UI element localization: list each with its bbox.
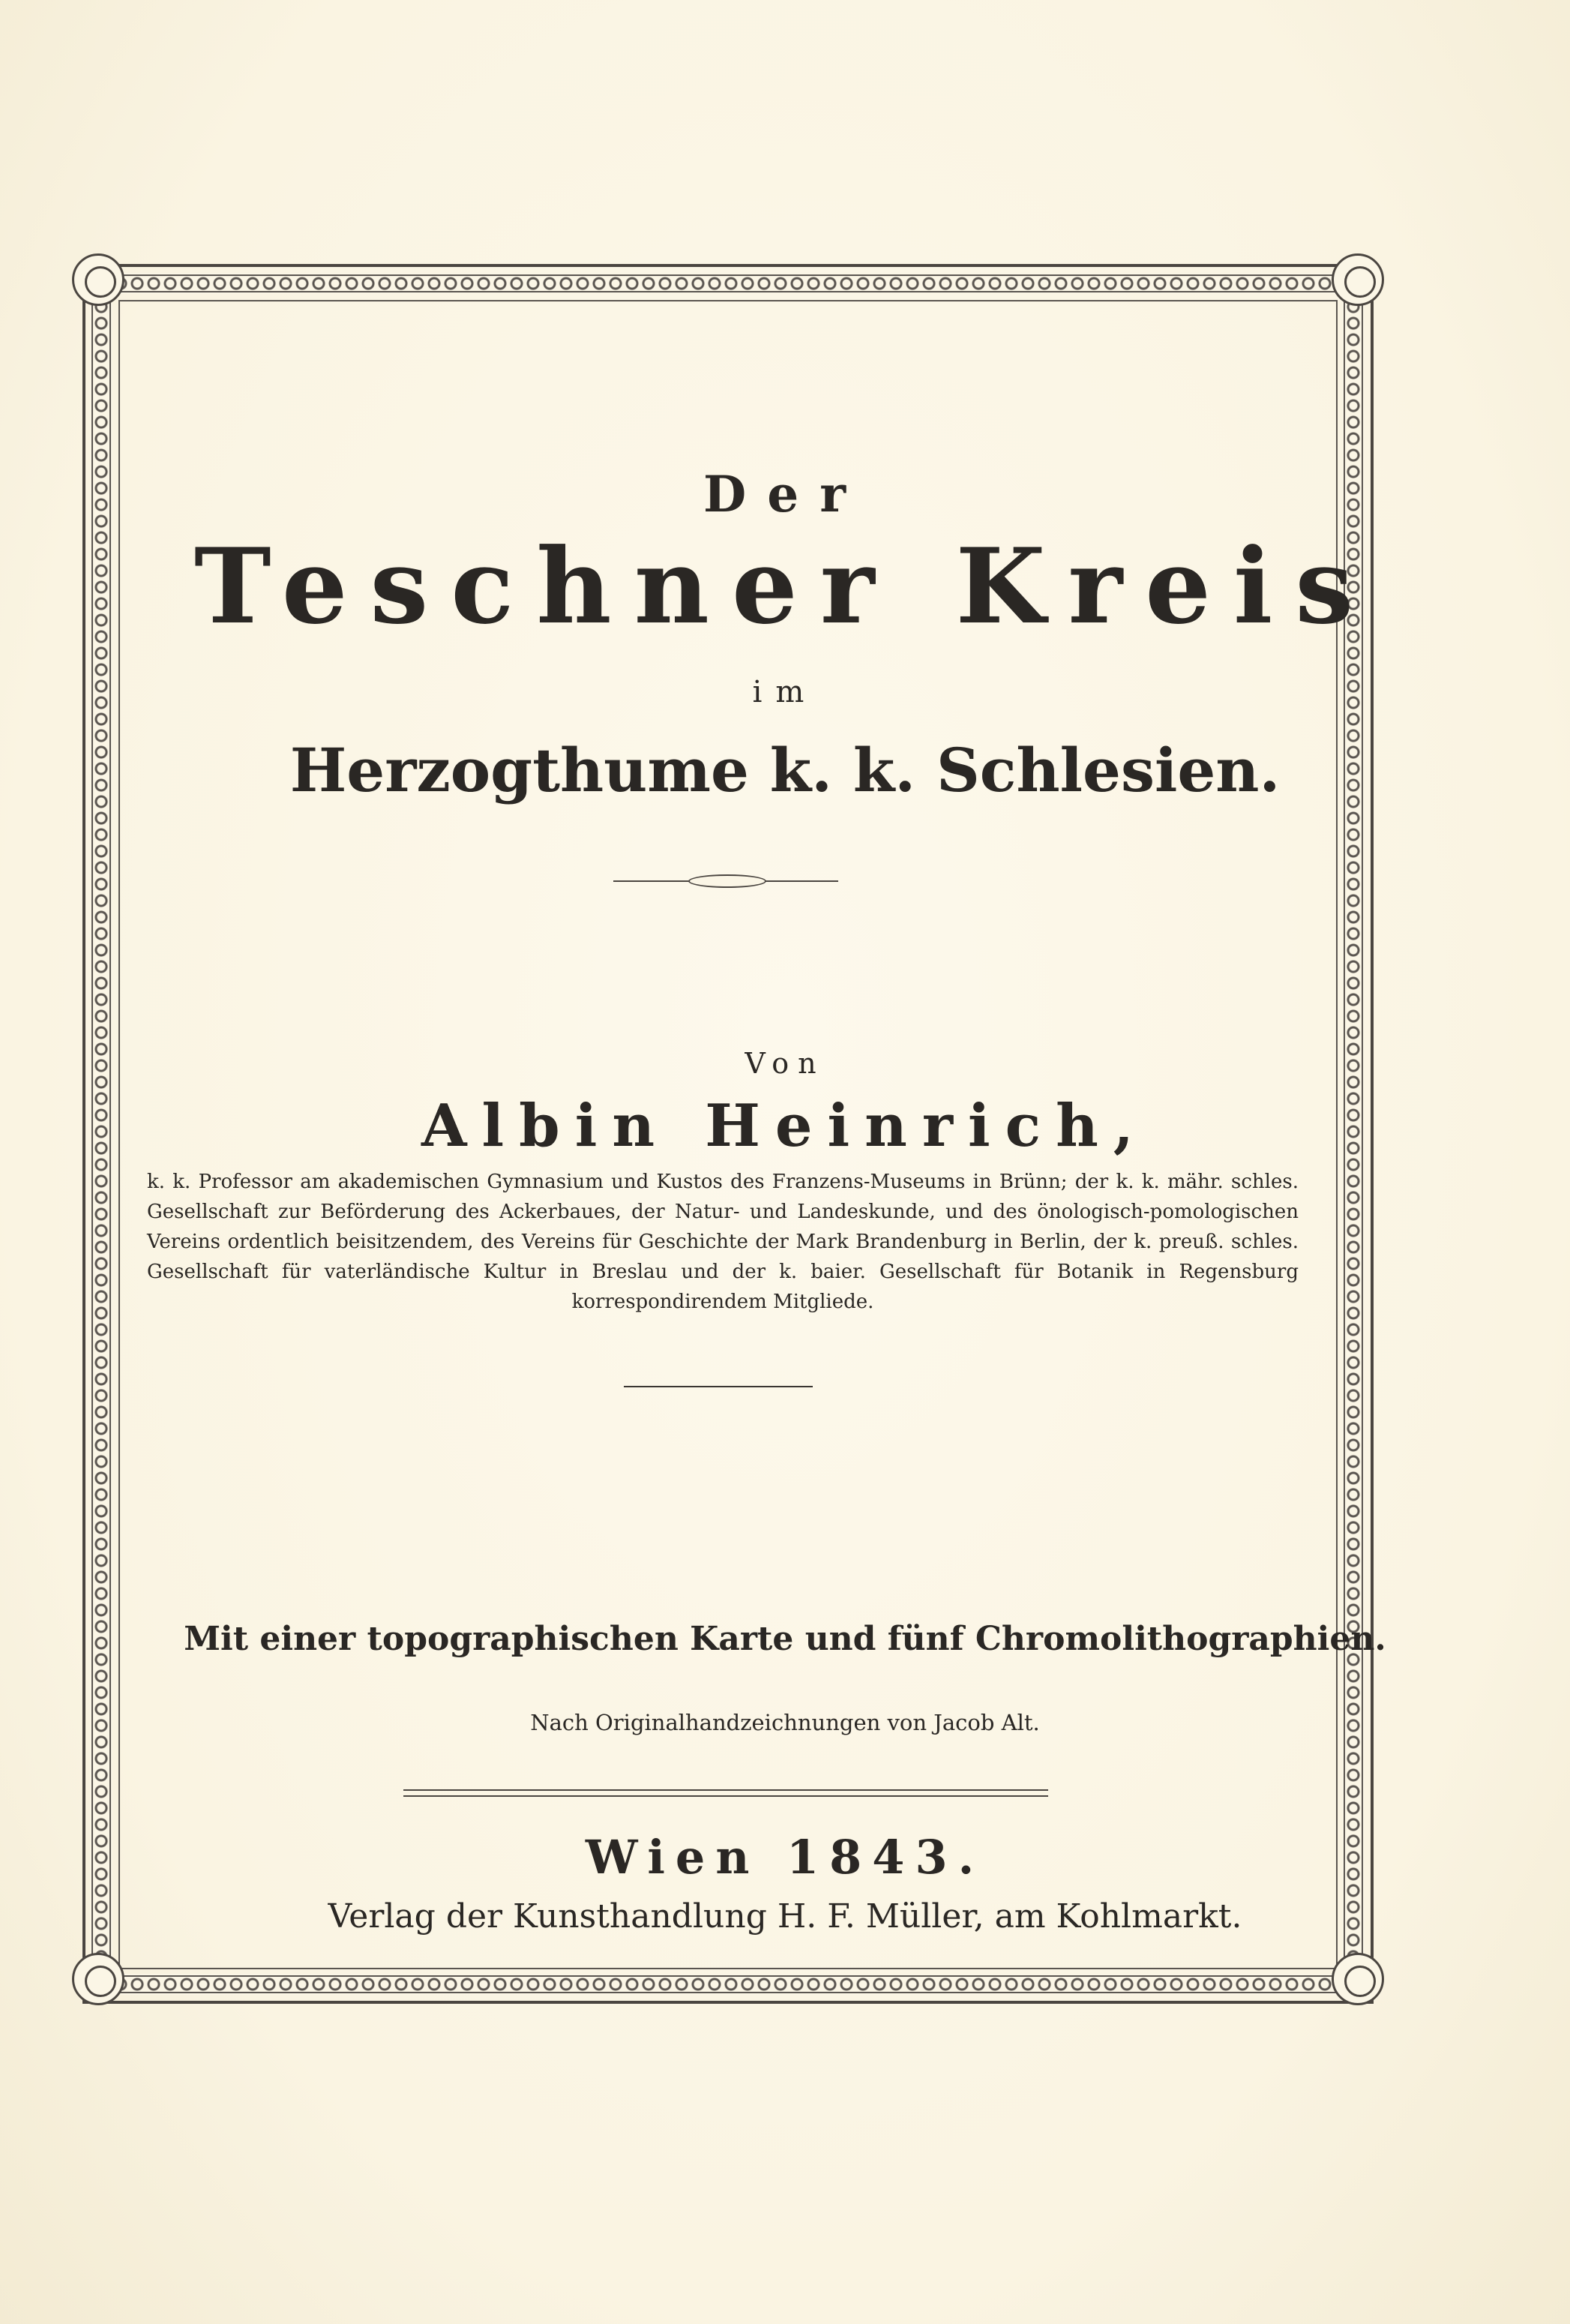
- place-and-year: Wien 1843.: [585, 1830, 985, 1885]
- book-subtitle: Herzogthume k. k. Schlesien.: [289, 735, 1281, 805]
- author-credentials: k. k. Professor am akademischen Gymnasium und Kustos des Franzens-Museums in Brünn; der k. k. mähr. schles. Gesellschaft zur Beförderung des Ackerbaues, der Natur- und Landeskunde, und des önologisch-pomologischen Vereins ordentlich beisitzendem, des Vereins für Geschichte der Mark Brandenburg in Berlin, der k. preuß. schles. Gesellschaft für vaterländische Kultur in Breslau und der k. baier. Gesellschaft für Botanik in Regensburg korrespondirendem Mitgliede.: [147, 1171, 1299, 1313]
- corner-ornament-top-left: [72, 253, 124, 306]
- publisher-imprint: Verlag der Kunsthandlung H. F. Müller, am Kohlmarkt.: [328, 1897, 1242, 1936]
- author-name: Albin Heinrich,: [421, 1092, 1149, 1160]
- frame-border-top: [112, 273, 1342, 294]
- title-preposition: im: [752, 675, 818, 709]
- divider-ornament-icon: [688, 874, 766, 888]
- corner-ornament-bottom-right: [1332, 1953, 1384, 2005]
- drawings-credit: Nach Originalhandzeichnungen von Jacob Alt.: [530, 1710, 1040, 1735]
- divider-rule: [624, 1386, 813, 1387]
- by-line: Von: [745, 1047, 825, 1080]
- frame-border-left: [90, 298, 112, 1971]
- title-article: Der: [703, 465, 867, 523]
- corner-ornament-bottom-left: [72, 1953, 124, 2005]
- double-rule: [403, 1789, 1048, 1797]
- frame-border-bottom: [112, 1974, 1342, 1995]
- book-title: Teschner Kreis: [193, 525, 1377, 647]
- corner-ornament-top-right: [1332, 253, 1384, 306]
- illustrations-note: Mit einer topographischen Karte und fünf Chromolithographien.: [184, 1620, 1386, 1658]
